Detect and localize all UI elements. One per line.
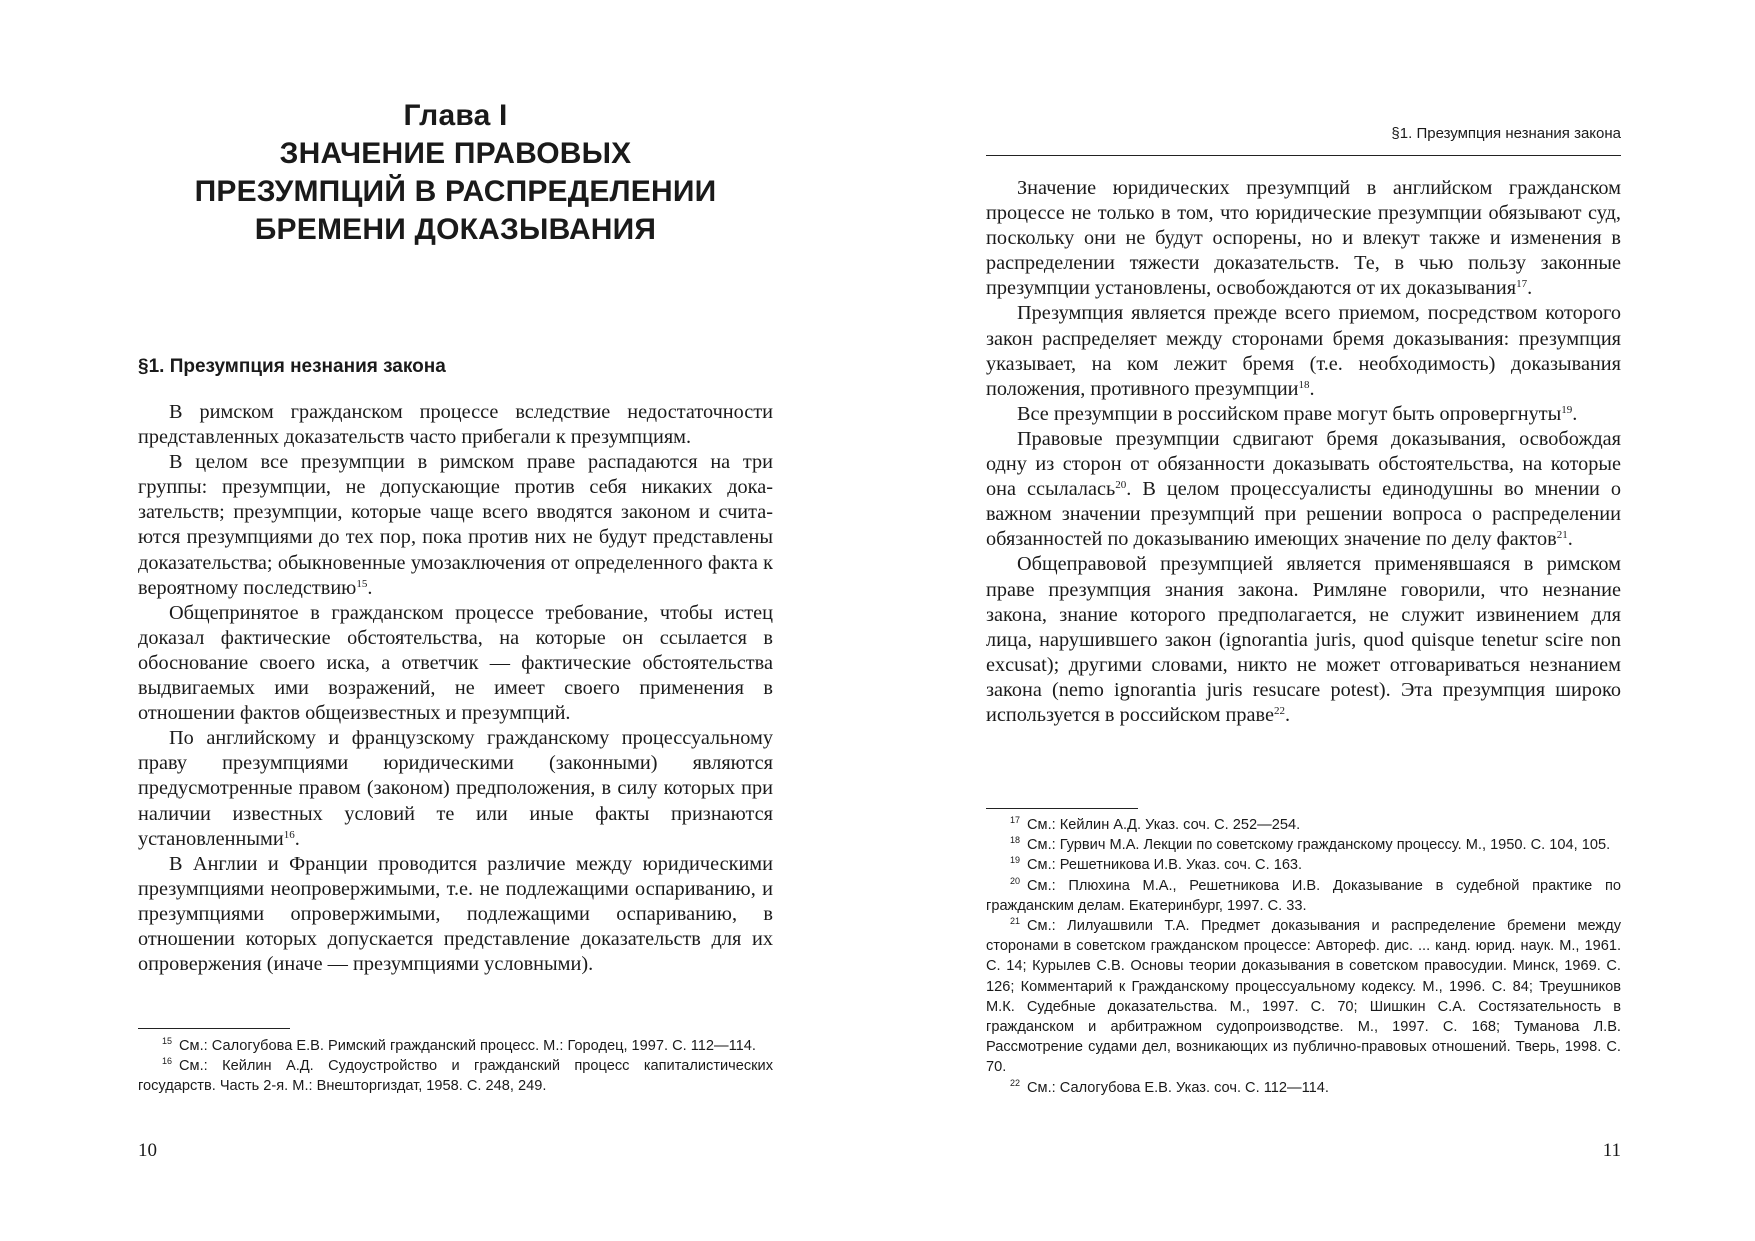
footnote-number: 15 bbox=[162, 1036, 173, 1046]
chapter-title-line: БРЕМЕНИ ДОКАЗЫВАНИЯ bbox=[254, 213, 657, 246]
left-footnotes bbox=[138, 1036, 773, 1097]
footnote-ref[interactable]: 21 bbox=[1556, 529, 1568, 542]
paragraph: Все презумпции в российском праве могут быть опровергнуты$^{19}$. bbox=[1017, 402, 1578, 425]
right-body-text bbox=[986, 176, 1621, 728]
paragraph: В римском гражданском процессе вследствие недостаточности представленных доказательств часто прибегали к презумпциям. bbox=[138, 401, 773, 449]
paragraph: Общепринятое в гражданском процессе требование, чтобы истец доказал фактические обстоятельства, на которые он ссылается в обоснование своего иска, а ответчик — фактические обстоятельства выдвигаемых ими возражений, не имеет своего применения в отношении фактов общеизвестных и презумпций. bbox=[138, 601, 773, 725]
section-title: §1. Презумпция незнания закона bbox=[138, 356, 446, 377]
right-footnotes bbox=[986, 815, 1621, 1098]
footnote: $^{20}$ См.: Плюхина М.А., Решетникова И.В. Доказывание в судебной практике по гражданским делам. Екатеринбург, 1997. С. 33. bbox=[986, 875, 1621, 914]
paragraph: Презумпция является прежде всего приемом, посредством которого закон распределяет между сторонами бремя доказывания: презумпция указывает, на ком лежит бремя (т.е. необходимость) доказывания положения, противного презумпции$^{18}$. bbox=[986, 302, 1621, 400]
footnote-number: 17 bbox=[1010, 815, 1021, 825]
footnote-ref[interactable]: 18 bbox=[1298, 378, 1310, 391]
footnote: $^{22}$ См.: Салогубова Е.В. Указ. соч. С. 112—114. bbox=[1010, 1077, 1329, 1096]
left-body-text bbox=[138, 400, 773, 977]
paragraph: Значение юридических презумпций в английском гражданском процессе не только в том, что юридические презумпции обязывают суд, поскольку они не будут оспорены, но и влекут также и изменения в распределении тяжести доказательств. Те, в чью пользу законные презумпции установлены, освобождаются от их доказывания$^{17}$. bbox=[986, 177, 1621, 300]
paragraph: По английскому и французскому гражданскому процессуальному праву презумпциями юридическими (законными) являются предусмотренные правом (законом) предположения, в силу которых при наличии известных условий те или иные факты признаются установленными$^{16}$. bbox=[138, 727, 773, 850]
header-divider bbox=[986, 155, 1621, 156]
footnote-ref[interactable]: 16 bbox=[283, 828, 295, 841]
paragraph: В Англии и Франции проводится различие между юридическими презумпциями неопровержимыми, т.е. не подлежащими оспариванию, и презумпциями опровержимыми, подлежащими оспариванию, в отношении которых допускается представление доказательств для их опровержения (иначе — презумпциями условными). bbox=[138, 852, 773, 976]
footnote-divider bbox=[138, 1028, 290, 1029]
footnote: $^{16}$ См.: Кейлин А.Д. Судоустройство и гражданский процесс капиталистических государств. Часть 2-я. М.: Внешторгиздат, 1958. С. 248, 249. bbox=[138, 1056, 773, 1095]
footnote: $^{18}$ См.: Гурвич М.А. Лекции по советскому гражданскому процессу. М., 1950. С. 104, 105. bbox=[1010, 835, 1611, 854]
footnote: $^{19}$ См.: Решетникова И.В. Указ. соч. С. 163. bbox=[1010, 855, 1303, 874]
paragraph: В целом все презумпции в римском праве распадаются на три группы: презумпции, не допускающие против себя никаких доказательств; презумпции, которые чаще всего вводятся законом и считаются презумпциями до тех пор, пока против них не будут представлены доказательства; обыкновенные умозаключения от определенного факта к вероятному последствию$^{15}$. bbox=[138, 451, 773, 599]
footnote-number: 19 bbox=[1010, 855, 1021, 866]
page-number-right: 11 bbox=[1602, 1140, 1621, 1161]
footnote-ref[interactable]: 17 bbox=[1516, 278, 1528, 291]
footnote-number: 22 bbox=[1010, 1077, 1021, 1088]
footnote: $^{17}$ См.: Кейлин А.Д. Указ. соч. С. 252—254. bbox=[1010, 815, 1301, 833]
footnote: $^{21}$ См.: Лилуашвили Т.А. Предмет доказывания и распределение бремени между сторонами в советском гражданском процессе: Автореф. дис. ... канд. юрид. наук. М., 1961. С. 14; Курылев С.В. Основы теории доказывания в советском правосудии. Минск, 1969. С. 126; Комментарий к Гражданскому процессуальному кодексу. М., 1996. С. 84; Треушников М.К. Судебные доказательства. М., 1997. С. 70; Шишкин С.А. Состязательность в гражданском и арбитражном судопроизводстве. М., 1997. С. 168; Туманова Л.В. Рассмотрение судами дел, возникающих из публично-правовых отношений. Тверь, 1998. С. 70. bbox=[986, 916, 1621, 1076]
footnote-number: 16 bbox=[162, 1056, 173, 1067]
chapter-title-line: ЗНАЧЕНИЕ ПРАВОВЫХ bbox=[279, 137, 632, 170]
footnote-ref[interactable]: 22 bbox=[1274, 704, 1286, 717]
chapter-heading bbox=[138, 97, 773, 249]
chapter-title-line: ПРЕЗУМПЦИЙ В РАСПРЕДЕЛЕНИИ bbox=[194, 175, 717, 208]
footnote-divider bbox=[986, 808, 1138, 809]
paragraph: Общеправовой презумпцией является применявшаяся в римском праве презумпция знания закона. Римляне говорили, что незнание закона, знание которого предполагается, не служит извинением для лица, нарушившего закон (ignorantia juris, quod quisque tenetur scire non excusat); другими словами, никто не может отговариваться незнанием закона (nemo ignorantia juris resucare potest). Эта презумпция широко используется в российском праве$^{22}$. bbox=[986, 553, 1621, 726]
footnote-ref[interactable]: 20 bbox=[1115, 479, 1127, 492]
running-head: §1. Презумпция незнания закона bbox=[1391, 125, 1621, 142]
footnote-number: 21 bbox=[1010, 916, 1021, 927]
page-number-left: 10 bbox=[138, 1140, 157, 1161]
footnote-number: 18 bbox=[1010, 835, 1021, 846]
footnote-ref[interactable]: 19 bbox=[1561, 403, 1573, 416]
footnote: $^{15}$ См.: Салогубова Е.В. Римский гражданский процесс. М.: Городец, 1997. С. 112—114. bbox=[162, 1036, 756, 1054]
paragraph: Правовые презумпции сдвигают бремя доказывания, освобождая одну из сторон от обязанности доказывать обстоятельства, на которые она ссылалась$^{20}$. В целом процессуалисты единодушны во мнении о важном значении презумпций при решении вопроса о распределении обязанностей по доказыванию имеющих значение по делу фактов$^{21}$. bbox=[986, 427, 1621, 551]
chapter-label: Глава I bbox=[403, 99, 508, 132]
footnote-number: 20 bbox=[1010, 875, 1021, 886]
footnote-ref[interactable]: 15 bbox=[356, 577, 368, 590]
